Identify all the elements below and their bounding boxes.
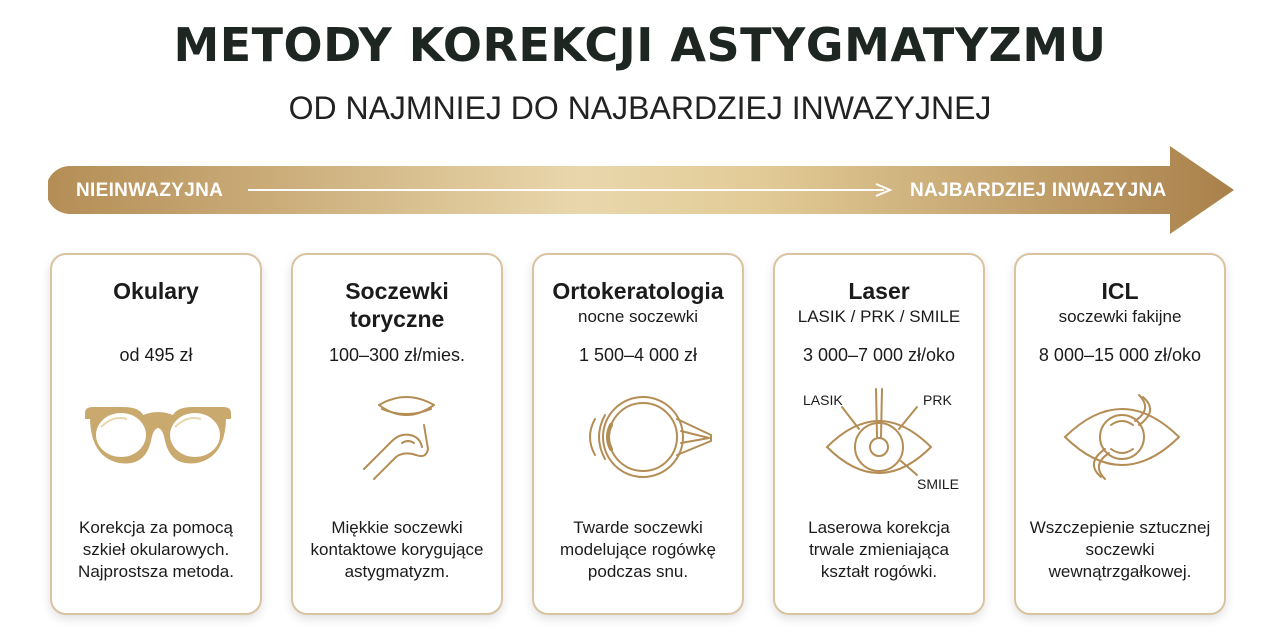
desc-line: Najprostsza metoda. — [78, 562, 234, 581]
card-title — [775, 277, 983, 305]
card-title-line: toryczne — [349, 306, 445, 332]
card-price: 8 000–15 000 zł/oko — [1038, 345, 1202, 365]
desc-line: Twarde soczewki — [573, 518, 703, 537]
card-price: 100–300 zł/mies. — [328, 345, 466, 365]
method-card-icl — [1014, 253, 1226, 615]
method-card-orthokeratology — [532, 253, 744, 615]
page-title: METODY KOREKCJI ASTYGMATYZMU — [173, 18, 1107, 72]
card-subtitle: soczewki fakijne — [1058, 307, 1182, 326]
card-description — [303, 517, 491, 583]
desc-line: kontaktowe korygujące — [310, 540, 484, 559]
desc-line: soczewki — [1085, 540, 1155, 559]
card-price: od 495 zł — [119, 345, 193, 365]
desc-line: Korekcja za pomocą — [78, 518, 234, 537]
laser-label-lasik: LASIK — [803, 392, 843, 408]
laser-label-prk: PRK — [923, 392, 952, 408]
card-description — [1026, 517, 1214, 583]
card-title — [534, 277, 742, 305]
page-subtitle: OD NAJMNIEJ DO NAJBARDZIEJ INWAZYJNEJ — [288, 90, 992, 126]
desc-line: Miękkie soczewki — [331, 518, 463, 537]
desc-line: Wszczepienie sztucznej — [1029, 518, 1211, 537]
card-description — [62, 517, 250, 583]
desc-line: astygmatyzm. — [344, 562, 450, 581]
laser-label-smile: SMILE — [917, 476, 960, 492]
method-card-glasses — [50, 253, 262, 615]
invasiveness-scale-arrow — [48, 146, 1234, 236]
method-card-laser — [773, 253, 985, 615]
desc-line: modelujące rogówkę — [560, 540, 716, 559]
card-title-line: Okulary — [113, 278, 199, 304]
desc-line: wewnątrzgałkowej. — [1048, 562, 1192, 581]
card-description — [544, 517, 732, 583]
eye-cross-section-icon — [565, 385, 715, 495]
card-title-line: Laser — [848, 278, 910, 304]
card-subtitle: LASIK / PRK / SMILE — [797, 307, 961, 326]
desc-line: szkieł okularowych. — [82, 540, 230, 559]
card-title — [1016, 277, 1224, 305]
card-price: 1 500–4 000 zł — [578, 345, 698, 365]
card-title-line: Ortokeratologia — [552, 278, 724, 304]
card-subtitle: nocne soczewki — [577, 307, 698, 326]
card-title-line: Soczewki — [345, 278, 449, 304]
card-title — [293, 277, 501, 333]
desc-line: kształt rogówki. — [820, 562, 938, 581]
laser-eye-icon — [797, 385, 967, 495]
desc-line: podczas snu. — [587, 562, 689, 581]
glasses-icon — [83, 385, 233, 495]
card-title-line: ICL — [1101, 278, 1139, 304]
implanted-lens-icon — [1047, 385, 1197, 495]
method-card-toric-lenses — [291, 253, 503, 615]
card-price: 3 000–7 000 zł/oko — [802, 345, 956, 365]
scale-left-label: NIEINWAZYJNA — [76, 180, 224, 201]
contact-lens-icon — [324, 385, 474, 495]
scale-right-label: NAJBARDZIEJ INWAZYJNA — [910, 180, 1167, 201]
desc-line: trwale zmieniająca — [809, 540, 949, 559]
card-title — [52, 277, 260, 305]
desc-line: Laserowa korekcja — [808, 518, 950, 537]
card-description — [785, 517, 973, 583]
